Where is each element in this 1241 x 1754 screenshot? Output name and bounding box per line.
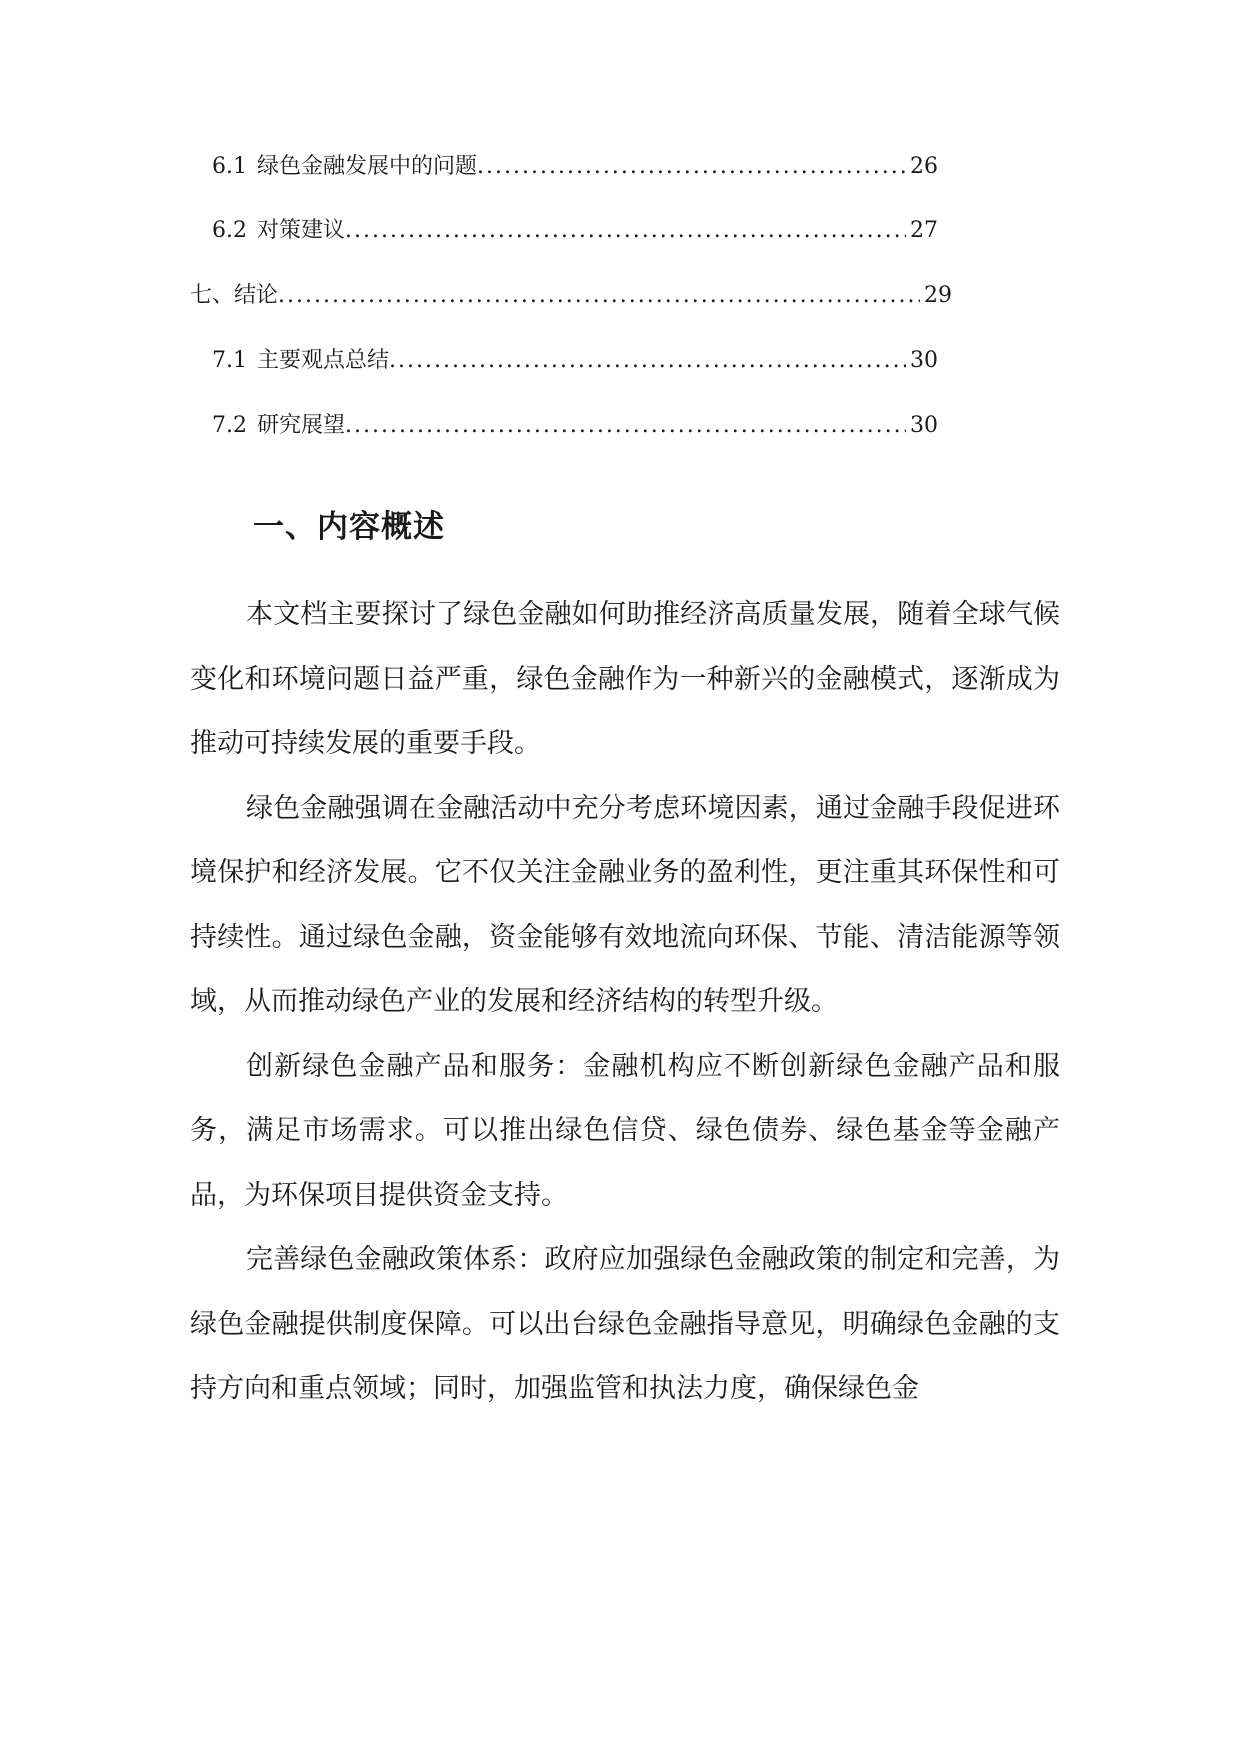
section-heading: 一、内容概述 bbox=[253, 509, 445, 545]
toc-entry-title: 研究展望 bbox=[257, 413, 346, 438]
toc-entry[interactable] bbox=[212, 346, 938, 376]
toc-entry-page: 27 bbox=[910, 218, 938, 243]
toc-entry-title: 对策建议 bbox=[257, 218, 346, 243]
toc-leader-dots bbox=[477, 152, 906, 182]
toc-leader-dots bbox=[345, 411, 906, 441]
toc-entry-title: 七、结论 bbox=[190, 283, 279, 308]
toc-leader-dots bbox=[278, 281, 920, 311]
toc-entry[interactable] bbox=[212, 152, 938, 182]
toc-entry-number: 6.1 bbox=[212, 154, 247, 179]
toc-leader-dots bbox=[345, 216, 906, 246]
toc-entry-title: 绿色金融发展中的问题 bbox=[257, 154, 478, 179]
section-body bbox=[190, 583, 1060, 1422]
toc-entry-page: 30 bbox=[910, 348, 938, 373]
toc-leader-dots bbox=[389, 346, 906, 376]
paragraph: 绿色金融强调在金融活动中充分考虑环境因素，通过金融手段促进环境保护和经济发展。它不仅关注金融业务的盈利性，更注重其环保性和可持续性。通过绿色金融，资金能够有效地流向环保、节能、清洁能源等领域，从而推动绿色产业的发展和经济结构的转型升级。 bbox=[190, 792, 1060, 1017]
toc-entry[interactable] bbox=[212, 216, 938, 246]
paragraph: 完善绿色金融政策体系：政府应加强绿色金融政策的制定和完善，为绿色金融提供制度保障。可以出台绿色金融指导意见，明确绿色金融的支持方向和重点领域；同时，加强监管和执法力度，确保绿色金 bbox=[190, 1244, 1060, 1404]
toc-entry-number: 7.1 bbox=[212, 348, 247, 373]
toc-entry-page: 26 bbox=[910, 154, 938, 179]
toc-entry[interactable] bbox=[190, 281, 952, 311]
toc-entry-number: 7.2 bbox=[212, 413, 247, 438]
toc-entry-page: 30 bbox=[910, 413, 938, 438]
paragraph: 本文档主要探讨了绿色金融如何助推经济高质量发展，随着全球气候变化和环境问题日益严重，绿色金融作为一种新兴的金融模式，逐渐成为推动可持续发展的重要手段。 bbox=[190, 599, 1060, 759]
toc-entry-number: 6.2 bbox=[212, 218, 247, 243]
paragraph: 创新绿色金融产品和服务：金融机构应不断创新绿色金融产品和服务，满足市场需求。可以推出绿色信贷、绿色债券、绿色基金等金融产品，为环保项目提供资金支持。 bbox=[190, 1050, 1060, 1211]
toc-entry-title: 主要观点总结 bbox=[257, 348, 390, 373]
toc-entry[interactable] bbox=[212, 411, 938, 441]
toc-entry-page: 29 bbox=[924, 283, 952, 308]
